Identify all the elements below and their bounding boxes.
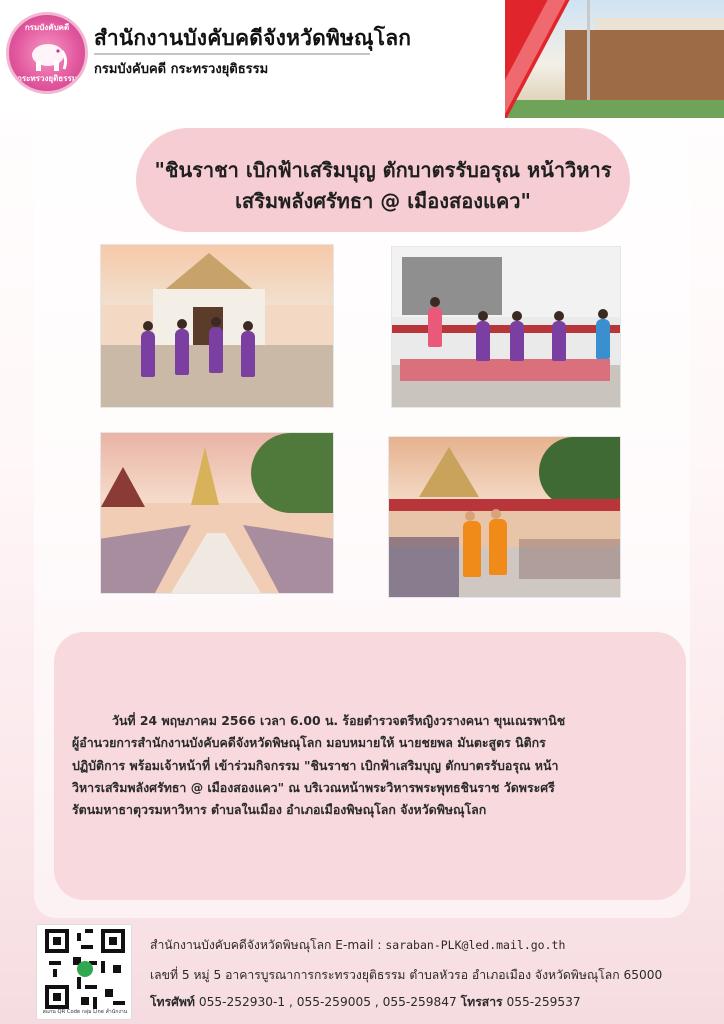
line-group-qr-code[interactable] — [36, 924, 132, 1020]
elephant-icon — [28, 37, 68, 73]
page-header — [0, 0, 724, 118]
red-stripe — [392, 325, 620, 333]
footer-email-line — [150, 936, 565, 955]
footer-address: เลขที่ 5 หมู่ 5 อาคารบูรณาการกระทรวงยุติธรรม ตำบลหัวรอ อำเภอเมือง จังหวัดพิษณุโลก 65000 — [150, 968, 663, 982]
logo-text-bottom: กระทรวงยุติธรรม — [16, 74, 78, 83]
headline-line-1: "ชินราชา เบิกฟ้าเสริมบุญ ตักบาตรรับอรุณ หน้าวิหาร — [154, 158, 612, 182]
fax-label: โทรสาร — [460, 995, 503, 1009]
fax-number: 055-259537 — [506, 995, 581, 1009]
flag-pole — [587, 0, 590, 100]
news-body — [72, 710, 672, 821]
body-line: ผู้อำนวยการสำนักงานบังคับคดีจังหวัดพิษณุโลก มอบหมายให้ นายชยพล มันตะสูตร นิติกร — [72, 735, 546, 751]
phone-numbers: 055-252930-1 , 055-259005 , 055-259847 — [198, 995, 457, 1009]
phone-label: โทรศัพท์ — [150, 995, 195, 1009]
footer-email-label: สำนักงานบังคับคดีจังหวัดพิษณุโลก E-mail : — [150, 938, 382, 952]
crowd — [519, 539, 620, 579]
officer-figure — [596, 319, 610, 359]
organization-subtitle: กรมบังคับคดี กระทรวงยุติธรรม — [94, 62, 269, 77]
footer-email[interactable]: saraban-PLK@led.mail.go.th — [385, 938, 566, 952]
body-line: วันที่ 24 พฤษภาคม 2566 เวลา 6.00 น. ร้อยตำรวจตรีหญิงวรางคนา ขุนเณรพานิช — [112, 713, 566, 728]
officer-figure — [510, 321, 524, 361]
monk-figure — [489, 519, 507, 575]
photo-alms-row-walkway — [100, 432, 334, 594]
qr-code-icon — [45, 929, 125, 1009]
office-building-photo — [505, 0, 724, 118]
officer-figure — [428, 307, 442, 347]
officer-figure — [141, 331, 155, 377]
shutter — [402, 257, 502, 315]
officer-figure — [476, 321, 490, 361]
headline-line-2: เสริมพลังศรัทธา @ เมืองสองแคว" — [235, 189, 531, 213]
body-line: ปฏิบัติการ พร้อมเจ้าหน้าที่ เข้าร่วมกิจกรรม "ชินราชา เบิกฟ้าเสริมบุญ ตักบาตรรับอรุณ หน้า — [72, 757, 559, 773]
department-seal-logo — [6, 12, 88, 94]
footer-contact-line — [150, 993, 581, 1012]
body-line: วิหารเสริมพลังศรัทธา @ เมืองสองแคว" ณ บริเวณหน้าพระวิหารพระพุทธชินราช วัดพระศรี — [72, 779, 555, 795]
tree — [251, 433, 333, 513]
body-line: รัตนมหาธาตุวรมหาวิหาร ตำบลในเมือง อำเภอเมืองพิษณุโลก จังหวัดพิษณุโลก — [72, 802, 487, 818]
logo-text-top: กรมบังคับคดี — [24, 23, 70, 32]
organization-name: สำนักงานบังคับคดีจังหวัดพิษณุโลก — [94, 26, 412, 50]
photo-officers-front-temple — [100, 244, 334, 408]
officer-figure — [175, 329, 189, 375]
officer-figure — [241, 331, 255, 377]
temple-wall — [389, 499, 620, 511]
qr-caption: สแกน QR Code กลุ่ม Line สำนักงาน — [42, 1009, 128, 1015]
lawn — [505, 100, 724, 118]
crowd-right — [243, 525, 333, 593]
photo-officers-seated-alms — [391, 246, 621, 408]
walkway — [171, 533, 261, 593]
tree — [539, 437, 620, 507]
officer-figure — [209, 327, 223, 373]
headline-banner — [136, 128, 630, 232]
officer-figure — [552, 321, 566, 361]
photo-monks-receiving-alms — [388, 436, 621, 598]
monk-figure — [463, 521, 481, 577]
header-divider — [94, 53, 370, 55]
crowd — [389, 537, 459, 597]
mat — [400, 359, 610, 381]
